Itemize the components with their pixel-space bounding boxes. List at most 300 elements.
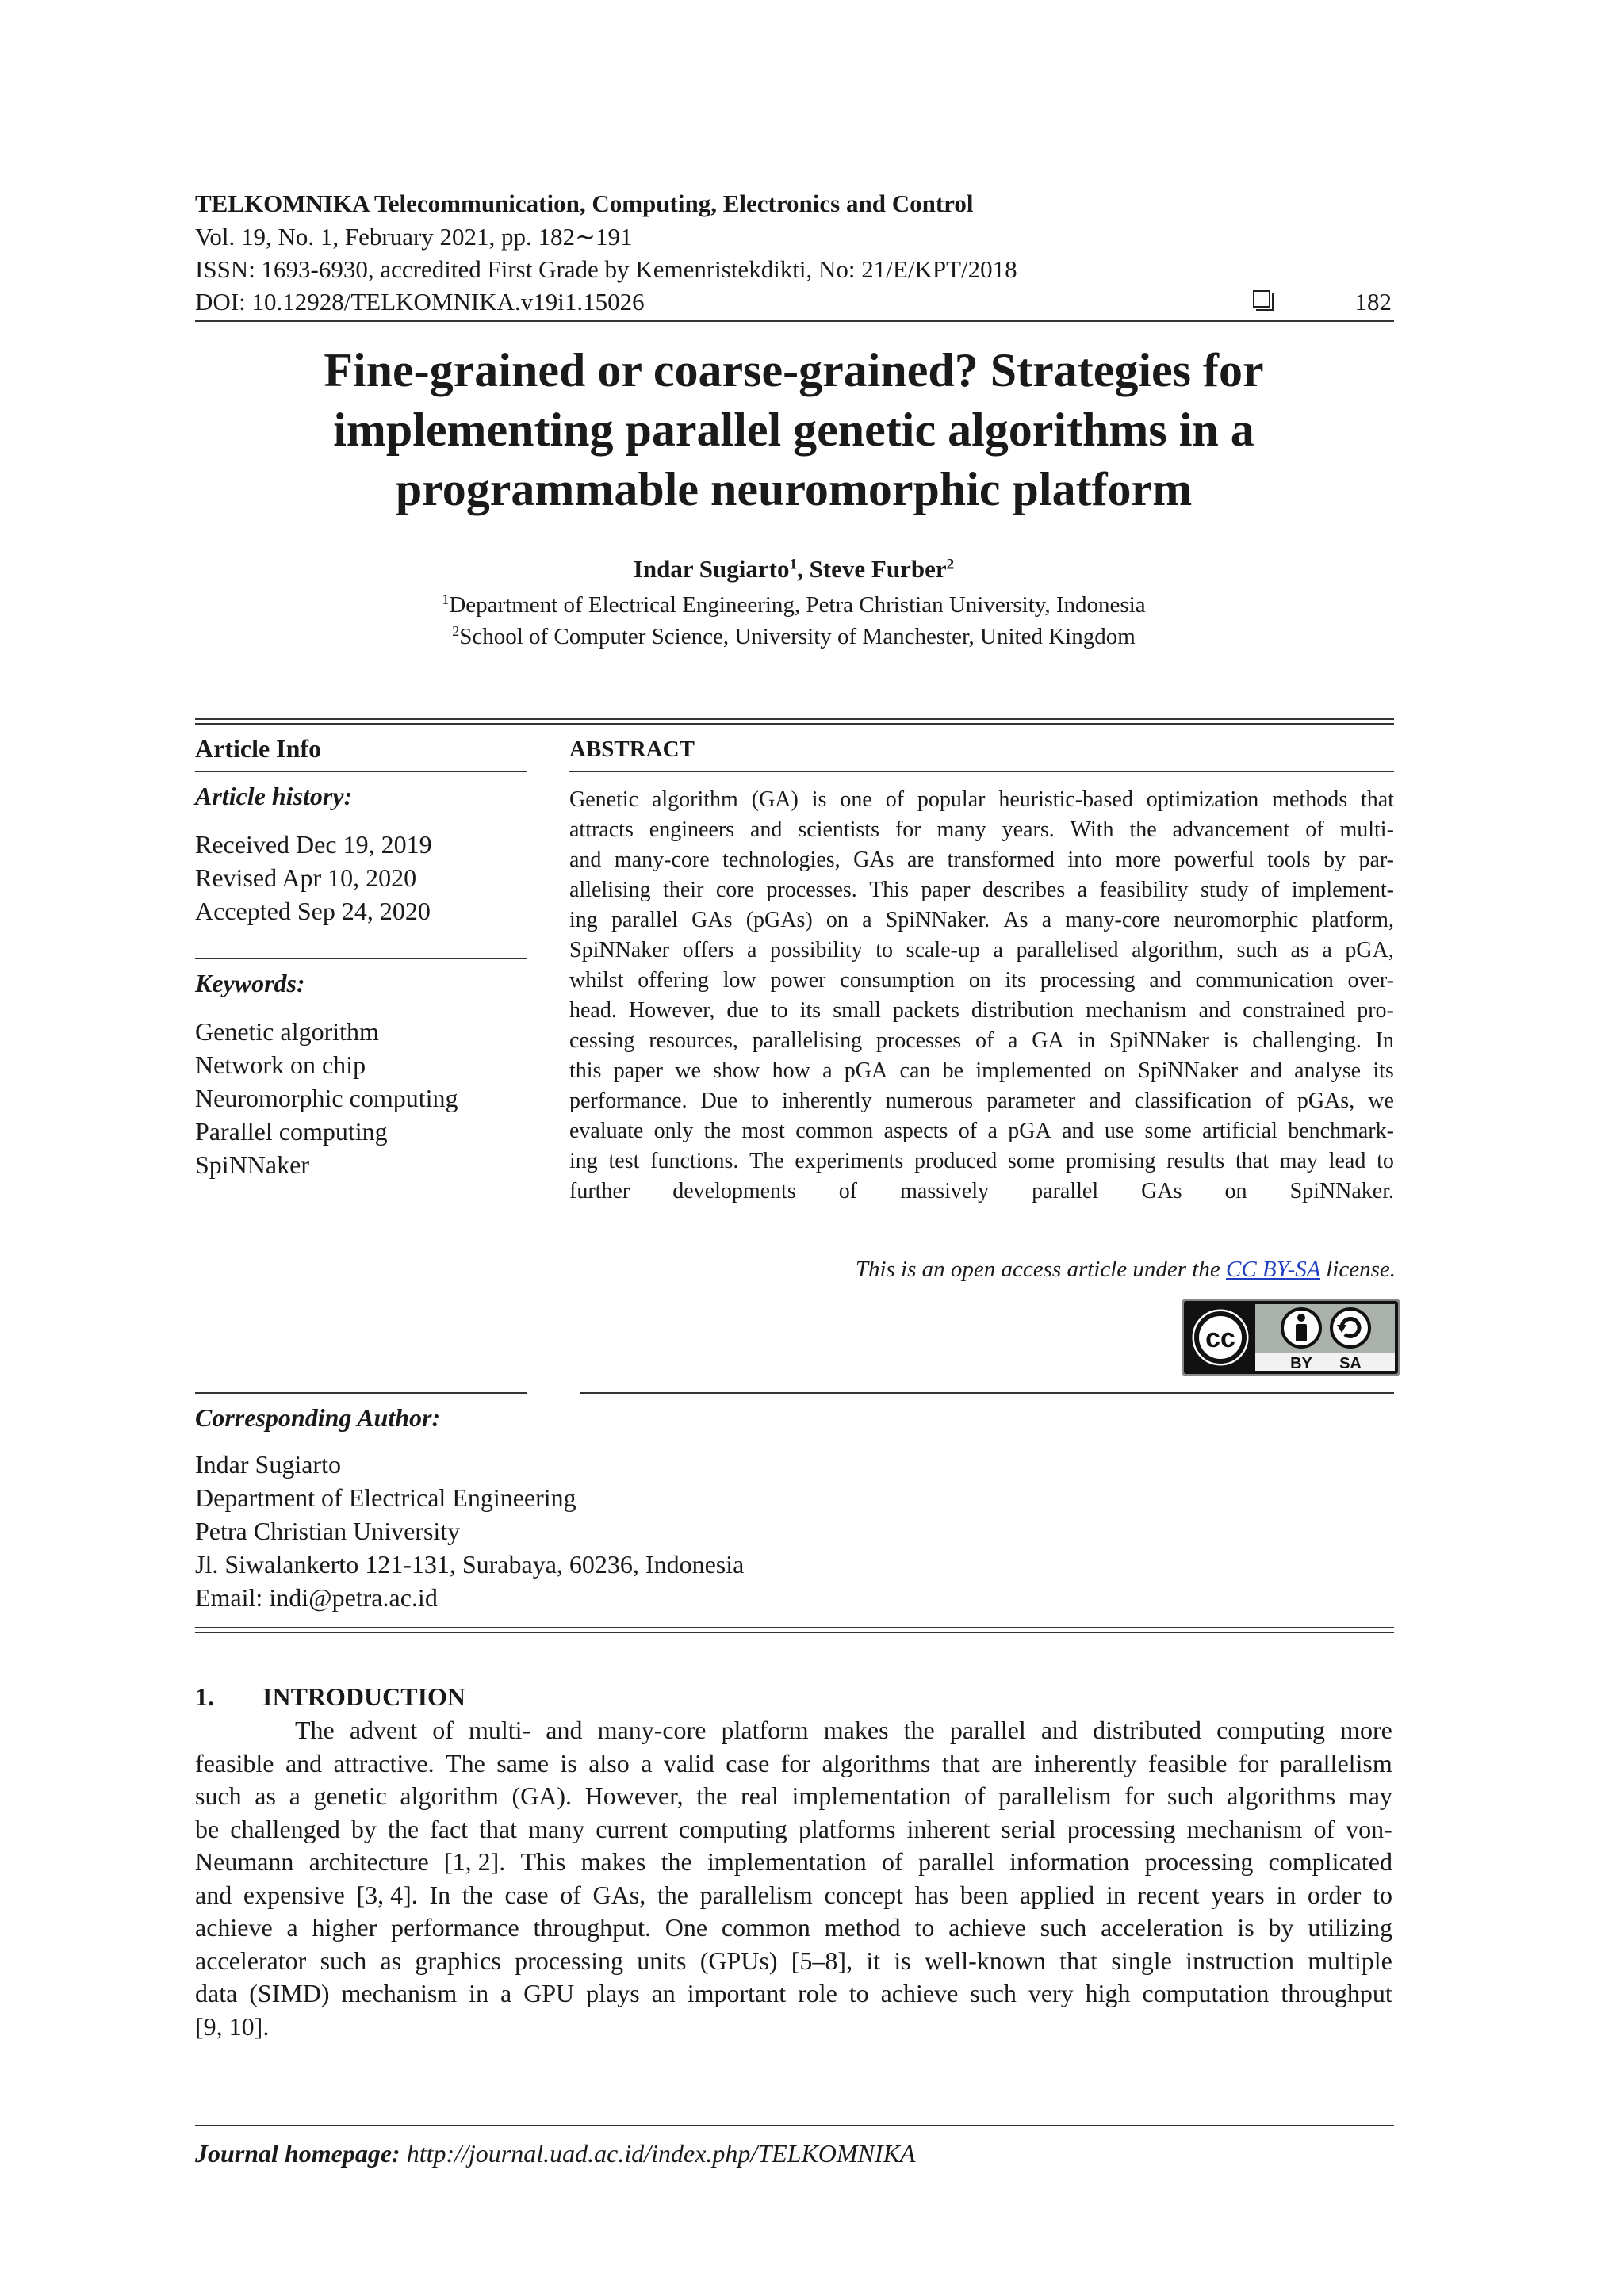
word: mechanism [1086,998,1187,1023]
word: achieve [880,1979,959,2007]
word: par- [1358,848,1394,872]
word: of [1313,1814,1335,1843]
text-line [569,845,1394,875]
word: for [780,1748,811,1777]
word: units [637,1946,687,1975]
word: its [1373,1058,1394,1083]
word: information [1009,1847,1130,1876]
word: many-core [597,1716,707,1744]
keywords-rule [195,958,527,959]
word: its [1005,968,1026,993]
word: case [504,1880,549,1909]
word: (SIMD) [249,1979,330,2007]
text-line [569,996,1394,1026]
word: scale-up [906,938,980,962]
word: of [885,787,905,812]
word: technologies, [722,848,841,872]
license-notice [793,1254,1396,1284]
word: inherent [906,1814,990,1843]
word: the [1129,817,1157,842]
text-line [195,1747,1392,1781]
word: that [1361,787,1394,812]
affiliation-2 [195,622,1392,652]
word: parallelism [699,1880,813,1909]
word: for [1124,1781,1155,1810]
word: of [838,1179,858,1203]
word: a [1322,938,1332,962]
cc-by-sa-link[interactable]: CC BY-SA [1226,1257,1320,1282]
word: massively [900,1179,990,1203]
word: a [1008,1028,1018,1053]
word: to [875,938,894,962]
word: challenged [230,1814,340,1843]
text-line [569,1116,1394,1146]
author-name: Steve Furber [809,555,947,583]
word: processing [1040,968,1136,993]
section-heading-introduction [195,1681,465,1712]
word: method [824,1913,901,1942]
word: processes [875,1028,962,1053]
footer-rule [195,2125,1394,2126]
word: Due [700,1089,738,1113]
word: inherently [1033,1748,1137,1777]
word: years [1211,1880,1265,1909]
text-line [569,1146,1394,1177]
word: we [675,1058,701,1083]
word: parallelised [1016,938,1119,962]
word: parallel [917,1847,994,1876]
word: As [1003,908,1028,932]
keyword-item: Genetic algorithm [195,1017,379,1046]
affil-sup: 1 [442,591,450,608]
word: by [350,1814,377,1843]
double-rule-bottom [195,723,1394,725]
word: throughput [1281,1979,1392,2007]
corr-address: Jl. Siwalankerto 121-131, Surabaya, 60236, Indonesia [195,1550,745,1578]
text-line [569,875,1394,905]
word: pGA [1008,1119,1051,1143]
word: ing [569,1149,598,1173]
word: makes [823,1716,889,1744]
word: that [479,1814,518,1843]
word: processing [515,1946,623,1975]
word: platform, [1312,908,1394,932]
word: of [882,1847,903,1876]
word: implemented [975,1058,1092,1083]
word: be [942,1058,964,1083]
word: (GA) [751,787,799,812]
word: artificial [1202,1119,1277,1143]
word: core [715,878,755,902]
word: such [195,1781,242,1810]
word: on [968,968,991,993]
word: SpiNNaker [1109,1028,1209,1053]
word: many-core [614,848,710,872]
title-line: Fine-grained or coarse-grained? Strategies for [324,344,1264,396]
author-affil-sup: 2 [946,556,955,573]
word: advent [349,1716,418,1744]
cc-by-sa-badge[interactable] [1182,1299,1400,1376]
word: algorithm [651,787,738,812]
word: consumption [840,968,955,993]
word: Neumann [195,1847,294,1876]
word: implementation [707,1847,867,1876]
word: a [500,1979,512,2007]
text-line [569,966,1394,996]
corr-email: Email: indi@petra.ac.id [195,1583,438,1612]
word: expensive [243,1880,345,1909]
word: case [726,1748,770,1777]
word: such [320,1946,367,1975]
word: performance [391,1913,519,1942]
corr-univ: Petra Christian University [195,1517,461,1545]
word: experiments [795,1149,904,1173]
word: a [862,908,872,932]
corr-rule-left [195,1392,527,1394]
word: algorithm [400,1781,499,1810]
word: that [1059,1946,1098,1975]
keyword-item: Parallel computing [195,1117,388,1146]
word: paper [921,878,971,902]
word: attracts [569,817,634,842]
word: very [1028,1979,1074,2007]
word: plays [586,1979,640,2007]
volume-info: Vol. 19, No. 1, February 2021, pp. 182∼191 [195,223,633,251]
word: multiple [1308,1946,1392,1975]
cc-badge-cc-text: cc [1205,1323,1235,1353]
text-line [569,785,1394,815]
word: The [295,1716,335,1744]
word: concept [824,1880,903,1909]
word: In [429,1880,451,1909]
word: The [749,1149,784,1173]
word: for [894,817,921,842]
word: valid [663,1748,714,1777]
word: is [1223,1028,1239,1053]
word: GPU [523,1979,575,2007]
word: ing [569,908,598,932]
word: has [914,1880,949,1909]
word: of [964,1781,986,1810]
word: of [958,1119,978,1143]
word: by [1323,848,1346,872]
word: [1, 2]. [443,1847,506,1876]
word: be [195,1814,220,1843]
word: parallelism [1279,1748,1392,1777]
word: packets [892,998,959,1023]
word: by [1268,1913,1294,1942]
text-line [569,936,1394,966]
word: to [914,1913,935,1942]
word: transformed [947,848,1055,872]
word: on [825,908,848,932]
word: the [657,1880,688,1909]
text-line [195,2011,1392,2044]
word: algorithm, [1132,938,1224,962]
word: many [528,1814,585,1843]
text-line [569,1177,1394,1207]
received-date: Received Dec 19, 2019 [195,830,432,859]
word: how [772,1058,810,1083]
word: this [569,1058,602,1083]
word: architecture [308,1847,429,1876]
word: computing [678,1814,787,1843]
word: important [687,1979,787,2007]
word: constrained [1243,998,1346,1023]
word: numerous [885,1089,974,1113]
word: and [1040,1716,1078,1744]
word: With [1070,817,1114,842]
word: parameter [986,1089,1076,1113]
word: inherently [782,1089,872,1113]
word: are [906,848,935,872]
word: current [596,1814,668,1843]
corr-dept: Department of Electrical Engineering [195,1483,576,1512]
journal-name: TELKOMNIKA Telecommunication, Computing, Electronics and Control [195,189,974,217]
word: may [1279,1149,1318,1173]
word: a [641,1748,653,1777]
word: a [286,1913,298,1942]
word: to [1373,1880,1392,1909]
text-line [569,1086,1394,1116]
word: feasibility [1099,878,1189,902]
word: analyse [1294,1058,1362,1083]
word: multi- [1339,817,1394,842]
word: a [289,1781,301,1810]
word: scientists [798,817,880,842]
word: a [1077,878,1088,902]
word: tools [1267,848,1311,872]
word: computing [1216,1716,1325,1744]
word: possibility [769,938,863,962]
text-line [195,1846,1392,1879]
word: produced [914,1149,998,1173]
word: of [1305,817,1324,842]
abstract-heading: ABSTRACT [569,737,695,762]
square-box-icon [1253,290,1270,308]
word: a [746,938,757,962]
word: offers [682,938,734,962]
word: also [588,1748,630,1777]
word: However, [628,998,715,1023]
word: and [1089,1089,1121,1113]
corr-rule-right [580,1392,1394,1394]
text-line [569,815,1394,845]
word: such [970,1979,1017,2007]
word: acceleration [1101,1913,1224,1942]
word: whilst [569,968,624,993]
word: In [1375,1028,1394,1053]
word: in [1276,1880,1297,1909]
affil-text: School of Computer Science, University of Manchester, United Kingdom [459,624,1136,649]
author-name: Indar Sugiarto [633,555,790,583]
word: to [770,998,788,1023]
text-line [569,905,1394,936]
word: resources, [649,1028,738,1053]
word: One [665,1913,708,1942]
word: and [1250,1058,1282,1083]
journal-homepage [195,2137,915,2169]
word: common [795,1119,874,1143]
word: order [1307,1880,1362,1909]
word: feasible [195,1748,274,1777]
word: and [285,1748,323,1777]
word: and [1198,998,1231,1023]
word: small [833,998,881,1023]
keyword-item: SpiNNaker [195,1150,309,1179]
word: of [1261,878,1280,902]
word: of [1265,1089,1284,1113]
word: distribution [971,998,1074,1023]
word: and [1062,1119,1094,1143]
word: SpiNNaker. [1289,1179,1394,1203]
author-affil-sup: 1 [789,556,798,573]
word: neuromorphic [1174,908,1299,932]
page-number: 182 [1354,288,1392,316]
corr-name: Indar Sugiarto [195,1450,341,1479]
word: into [1067,848,1102,872]
word: platform [721,1716,809,1744]
article-info-rule [195,771,527,772]
cc-badge-by-text: BY [1290,1355,1312,1372]
word: an [651,1979,676,2007]
word: some [1144,1119,1192,1143]
word: is [894,1946,911,1975]
word: over- [1347,968,1394,993]
word: attractive. [333,1748,435,1777]
affil-text: Department of Electrical Engineering, Petra Christian University, Indonesia [449,592,1146,618]
word: are [991,1748,1023,1777]
word: makes [580,1847,646,1876]
word: accelerator [195,1946,307,1975]
word: utilizing [1308,1913,1392,1942]
word: we [1368,1089,1394,1113]
word: distributed [1093,1716,1202,1744]
word: the [696,1781,728,1810]
word: pGA, [1345,938,1394,962]
word: graphics [415,1946,501,1975]
text-line [195,1879,1392,1912]
word: pGAs, [1297,1089,1355,1113]
word: only [653,1119,694,1143]
word: lead [1328,1149,1366,1173]
word: more [1340,1716,1392,1744]
word: show [713,1058,760,1083]
word: describes [982,878,1066,902]
word: power [770,968,826,993]
homepage-url[interactable]: http://journal.uad.ac.id/index.php/TELKOMNIKA [406,2139,916,2168]
word: paper [613,1058,663,1083]
word: pGA [844,1058,888,1083]
word: GAs [691,908,733,932]
word: fact [430,1814,469,1843]
word: of [560,1880,581,1909]
word: results [1166,1149,1225,1173]
word: von- [1346,1814,1392,1843]
word: in [469,1979,489,2007]
word: to [751,1089,769,1113]
word: such [1236,938,1277,962]
introduction-body [195,1714,1392,2043]
word: processes. [766,878,857,902]
word: platforms [798,1814,896,1843]
word: (pGAs) [745,908,813,932]
word: many [936,817,986,842]
word: applied [1019,1880,1095,1909]
word: powerful [1174,848,1254,872]
word: [9, 10]. [195,2011,270,2041]
word: and [749,817,783,842]
word: its [799,998,822,1023]
word: such [1040,1913,1087,1942]
doi-info: DOI: 10.12928/TELKOMNIKA.v19i1.15026 [195,288,645,316]
word: [5–8], [791,1946,853,1975]
word: algorithms [1227,1781,1336,1810]
word: most [741,1119,785,1143]
word: multi- [468,1716,531,1744]
cc-badge-graphic [1184,1301,1398,1374]
keyword-item: Network on chip [195,1050,366,1079]
word: throughput. [533,1913,651,1942]
revised-date: Revised Apr 10, 2020 [195,863,417,892]
section-number: 1. [195,1682,214,1711]
word: as [255,1781,276,1810]
word: can [899,1058,931,1083]
word: processing [1067,1814,1176,1843]
word: parallelism [998,1781,1112,1810]
author-list [195,553,1392,585]
word: parallel [611,908,678,932]
word: (GA). [511,1781,572,1810]
word: is [1237,1913,1254,1942]
cc-badge-sa-text: SA [1339,1355,1362,1372]
word: and [1149,968,1182,993]
word: many-core [1065,908,1161,932]
header-rule [195,320,1394,322]
word: well-known [925,1946,1046,1975]
word: parallel [949,1716,1026,1744]
word: achieve [948,1913,1026,1942]
word: genetic [313,1781,387,1810]
word: higher [312,1913,377,1942]
word: the [387,1814,419,1843]
word: This [520,1847,566,1876]
word: performance. [569,1089,688,1113]
word: is [560,1748,577,1777]
word: to [848,1979,869,2007]
word: parallel [1032,1179,1099,1203]
word: one [840,787,872,812]
word: test [608,1149,640,1173]
word: GAs [853,848,894,872]
word: recent [1137,1880,1200,1909]
word: that [941,1748,980,1777]
word: head. [569,998,617,1023]
word: GA [1032,1028,1064,1053]
word: years. [1002,817,1055,842]
word: and [546,1716,583,1744]
word: (GPUs) [699,1946,778,1975]
keyword-item: Neuromorphic computing [195,1084,458,1112]
word: and [195,1880,232,1909]
word: communication [1195,968,1334,993]
word: the [462,1880,493,1909]
word: a [822,1058,833,1083]
word: serial [1001,1814,1056,1843]
word: SpiNNaker [569,938,669,962]
word: evaluate [569,1119,644,1143]
word: complicated [1268,1847,1392,1876]
